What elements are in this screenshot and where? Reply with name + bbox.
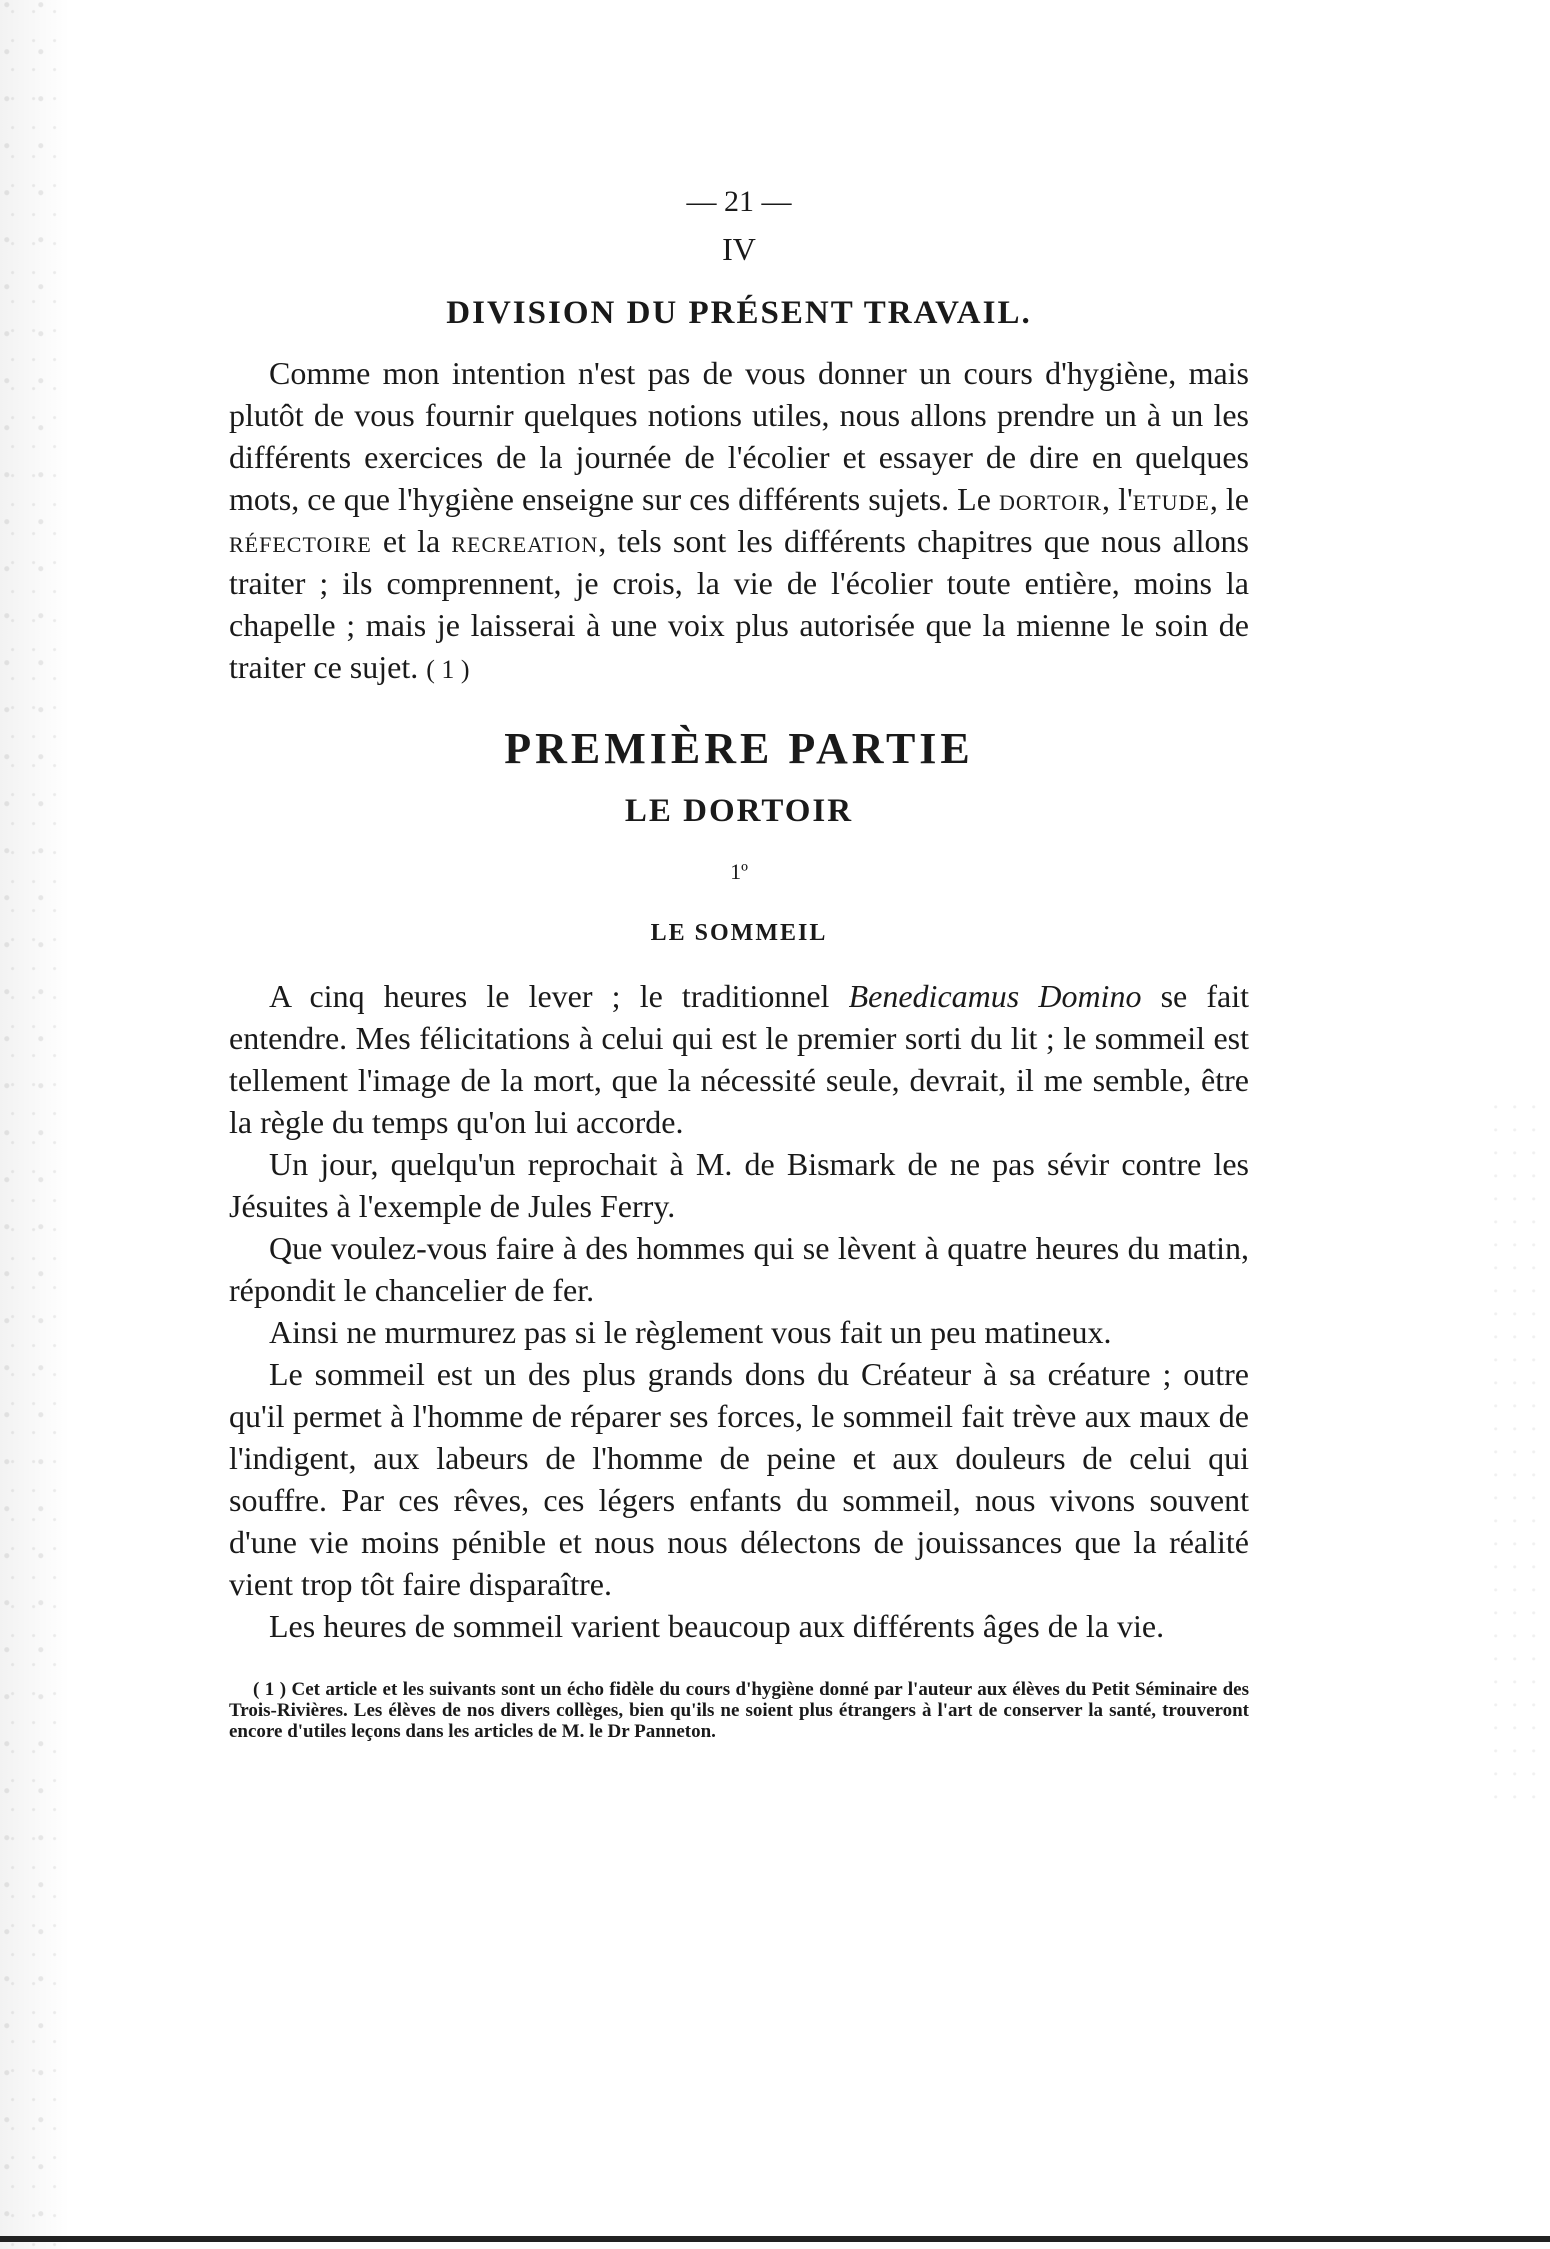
body-paragraph-2: Un jour, quelqu'un reprochait à M. de Bismark de ne pas sévir contre les Jésuites à l'exemple de Jules Ferry. xyxy=(229,1146,1249,1224)
body-paragraph-6: Les heures de sommeil varient beaucoup aux différents âges de la vie. xyxy=(269,1608,1165,1644)
intro-text-2: , l' xyxy=(1102,481,1133,517)
intro-sc-recreation: recreation xyxy=(451,523,599,559)
scan-edge-noise-right xyxy=(1490,1100,1550,1800)
p1-text-a: A cinq heures le lever ; le traditionnel xyxy=(269,978,849,1014)
subsection-number: 1º xyxy=(730,859,748,884)
body-paragraph-5: Le sommeil est un des plus grands dons du Créateur à sa créature ; outre qu'il permet à l'homme de réparer ses forces, le sommeil fait trève aux maux de l'indigent, aux labeurs de l'homme de peine et aux douleurs de celui qui souffre. Par ces rêves, ces légers enfants du sommeil, nous vivons souvent d'une vie moins pénible et nous nous délectons de jouissances que la réalité vient trop tôt faire disparaître. xyxy=(229,1356,1249,1602)
intro-text-3: , le xyxy=(1209,481,1250,517)
intro-sc-etude: etude xyxy=(1132,481,1210,517)
footnote-reference: ( 1 ) xyxy=(426,655,470,684)
section-title: DIVISION DU PRÉSENT TRAVAIL. xyxy=(446,295,1032,331)
intro-paragraph xyxy=(229,352,1249,691)
p1-text-b: se fait entendre. Mes félicitations à celui qui est le premier sorti du lit ; le sommeil est tellement l'image de la mort, que la nécessité seule, devrait, il me semble, être la règle du temps qu'on lui accorde. xyxy=(229,978,1250,1140)
scan-edge-noise xyxy=(0,0,70,2249)
intro-text-1: Comme mon intention n'est pas de vous donner un cours d'hygiène, mais plutôt de vous fournir quelques notions utiles, nous allons prendre un à un les différents exercices de la journée de l'écolier et essayer de dire en quelques mots, ce que l'hygiène enseigne sur ces différents sujets. Le xyxy=(229,355,1249,517)
subsection-title: LE SOMMEIL xyxy=(650,920,828,946)
section-number: IV xyxy=(722,231,756,267)
body-paragraph-4: Ainsi ne murmurez pas si le règlement vous fait un peu matineux. xyxy=(269,1314,1112,1350)
body-paragraph-3: Que voulez-vous faire à des hommes qui se lèvent à quatre heures du matin, répondit le chancelier de fer. xyxy=(229,1230,1249,1308)
intro-sc-refectoire: réfectoire xyxy=(229,523,372,559)
part-title: PREMIÈRE PARTIE xyxy=(504,724,974,773)
intro-text-4: et la xyxy=(371,523,452,559)
intro-sc-dortoir: dortoir xyxy=(998,481,1103,517)
intro-text-5: , tels sont les différents chapitres que nous allons traiter ; ils comprennent, je crois, la vie de l'écolier toute entière, moins la chapelle ; mais je laisserai à une voix plus autorisée que la mienne le soin de traiter ce sujet. xyxy=(229,523,1250,685)
body-paragraph-1 xyxy=(229,975,1249,1143)
page-content xyxy=(229,180,1249,1761)
page-number: — 21 — xyxy=(686,185,792,218)
chapter-title: LE DORTOIR xyxy=(624,793,854,829)
footnote: ( 1 ) Cet article et les suivants sont un écho fidèle du cours d'hygiène donné par l'auteur aux élèves du Petit Séminaire des Trois-Rivières. Les élèves de nos divers collèges, bien qu'ils ne soient plus étrangers à l'art de conserver la santé, trouveront encore d'utiles leçons dans les articles de M. le Dr Panneton. xyxy=(229,1679,1249,1742)
bottom-border-line xyxy=(0,2236,1550,2242)
p1-italic: Benedicamus Domino xyxy=(848,978,1142,1014)
